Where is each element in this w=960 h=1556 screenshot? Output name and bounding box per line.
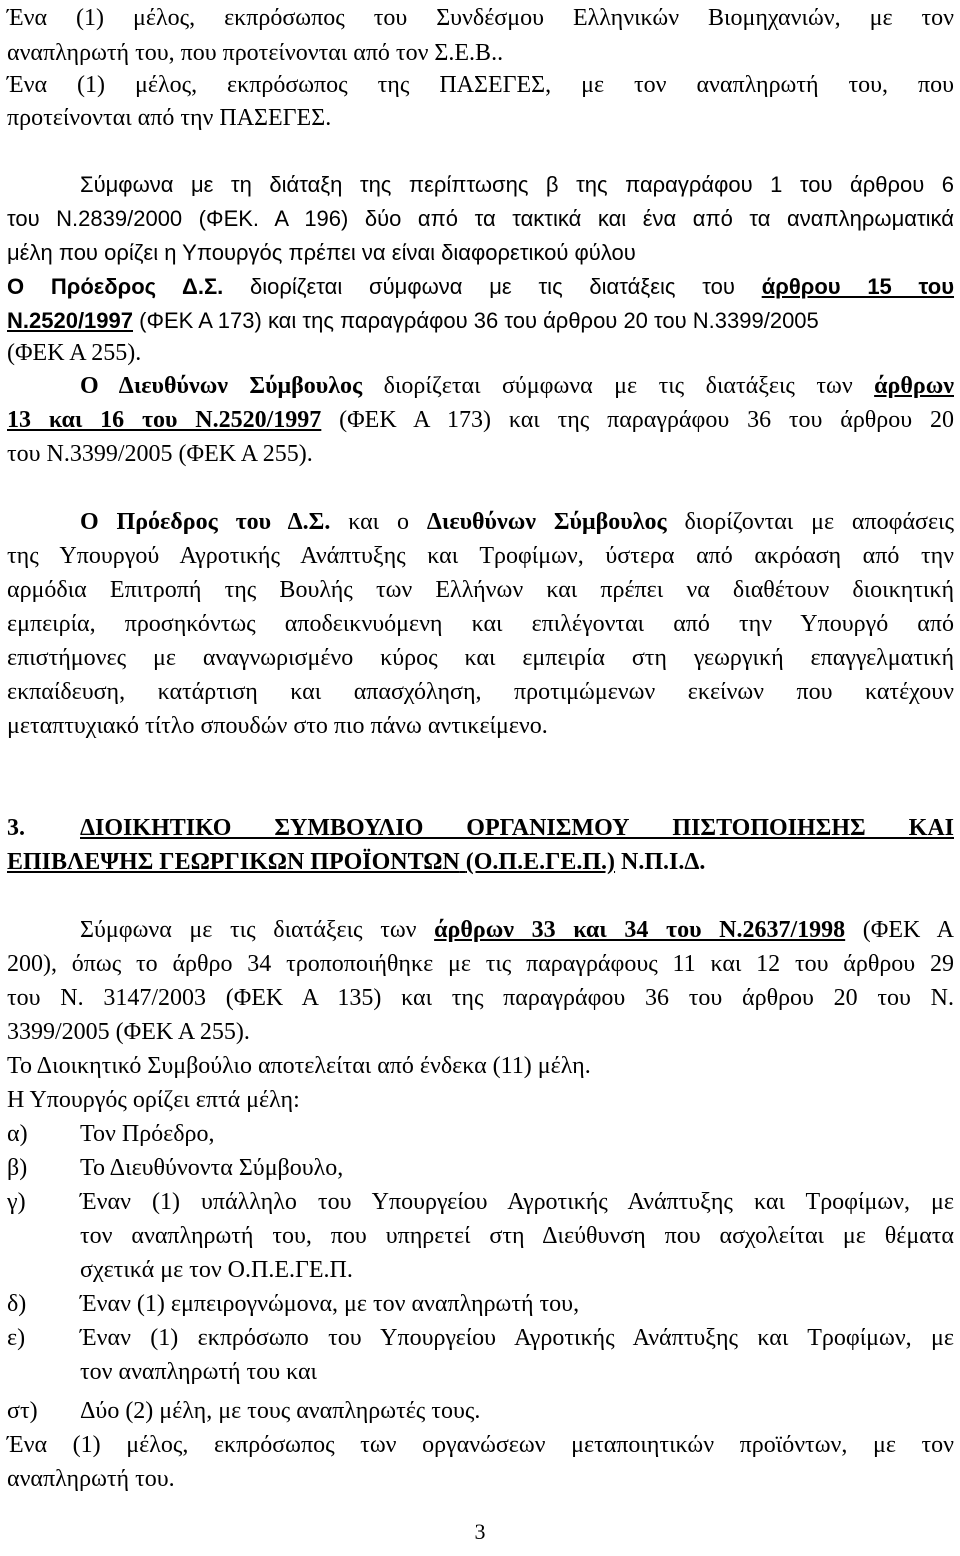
list-item-continuation: τον αναπληρωτή του και: [80, 1359, 317, 1385]
text-line: εμπειρία, προσηκόντως αποδεικνυόμενη και επιλέγονται από την Υπουργό από: [7, 611, 954, 637]
text-line: Ένα (1) μέλος, εκπρόσωπος της ΠΑΣΕΓΕΣ, με τον αναπληρωτή του, που: [7, 72, 954, 98]
text-line: [7, 405, 954, 435]
plain-text: διορίζεται σύμφωνα με τις διατάξεις του: [223, 274, 762, 299]
text-line: Το Διοικητικό Συμβούλιο αποτελείται από ένδεκα (11) μέλη.: [7, 1053, 591, 1079]
text-line: [80, 507, 954, 537]
plain-text: (ΦΕΚ Α 173) και της παραγράφου 36 του άρθρου 20: [321, 407, 954, 433]
list-item: Το Διευθύνοντα Σύμβουλο,: [80, 1155, 344, 1181]
list-item: Τον Πρόεδρο,: [80, 1121, 215, 1147]
plain-text: διορίζονται με αποφάσεις: [666, 509, 954, 535]
law-reference: άρθρων: [874, 373, 954, 399]
law-reference: άρθρου 15 του: [761, 274, 955, 299]
text-line: αρμόδια Επιτροπή της Βουλής των Ελλήνων και πρέπει να διαθέτουν διοικητική: [7, 577, 954, 603]
text-line: (ΦΕΚ Α 255).: [7, 340, 142, 366]
text-line: αναπληρωτή του, που προτείνονται από τον Σ.Ε.Β..: [7, 40, 504, 66]
list-item: Έναν (1) εκπρόσωπο του Υπουργείου Αγροτικής Ανάπτυξης και Τροφίμων, με: [80, 1325, 954, 1351]
text-line: [80, 915, 954, 945]
plain-text: διορίζεται σύμφωνα με τις διατάξεις των: [362, 373, 875, 399]
page-number: 3: [474, 1519, 486, 1544]
section-heading: ΔΙΟΙΚΗΤΙΚΟ ΣΥΜΒΟΥΛΙΟ ΟΡΓΑΝΙΣΜΟΥ ΠΙΣΤΟΠΟΙΗΣΗΣ ΚΑΙ: [80, 815, 954, 841]
text-line: εκπαίδευση, κατάρτιση και απασχόληση, προτιμώμενων εκείνων που κατέχουν: [7, 679, 954, 705]
text-line: Ένα (1) μέλος, εκπρόσωπος του Συνδέσμου Ελληνικών Βιομηχανιών, με τον: [7, 5, 954, 31]
bold-text: Διευθύνων Σύμβουλος: [426, 509, 667, 535]
text-line: 3399/2005 (ΦΕΚ Α 255).: [7, 1019, 250, 1045]
text-line: 200), όπως το άρθρο 34 τροποποιήθηκε με τις παραγράφους 11 και 12 του άρθρου 29: [7, 951, 954, 977]
bold-text: Ο Πρόεδρος Δ.Σ.: [7, 274, 224, 299]
text-line: Ένα (1) μέλος, εκπρόσωπος των οργανώσεων μεταποιητικών προϊόντων, με τον: [7, 1432, 954, 1458]
list-label: γ): [7, 1189, 26, 1215]
text-line: μέλη που ορίζει η Υπουργός πρέπει να είναι διαφορετικού φύλου: [7, 240, 636, 265]
text-line: Η Υπουργός ορίζει επτά μέλη:: [7, 1087, 300, 1113]
list-item-continuation: τον αναπληρωτή του, που υπηρετεί στη Διεύθυνση που ασχολείται με θέματα: [80, 1223, 954, 1249]
list-item: Δύο (2) μέλη, με τους αναπληρωτές τους.: [80, 1398, 481, 1424]
plain-text: και ο: [330, 509, 427, 535]
bold-text: Ο Πρόεδρος του Δ.Σ.: [80, 509, 331, 535]
list-label: δ): [7, 1291, 27, 1317]
text-line: επιστήμονες με αναγνωρισμένο κύρος και εμπειρία στη γεωργική επαγγελματική: [7, 645, 954, 671]
text-line: του Ν.2839/2000 (ΦΕΚ. Α 196) δύο από τα τακτικά και ένα από τα αναπληρωματικά: [7, 206, 954, 231]
text-line: [7, 272, 954, 302]
list-label: ε): [7, 1325, 26, 1351]
text-line: της Υπουργού Αγροτικής Ανάπτυξης και Τροφίμων, ύστερα από ακρόαση από την: [7, 543, 954, 569]
law-reference: άρθρων 33 και 34 του Ν.2637/1998: [434, 917, 846, 943]
list-item: Έναν (1) εμπειρογνώμονα, με τον αναπληρωτή του,: [80, 1291, 580, 1317]
section-number: 3.: [7, 815, 25, 841]
plain-text: Σύμφωνα με τις διατάξεις των: [80, 917, 435, 943]
bold-text: Ο Διευθύνων Σύμβουλος: [80, 373, 363, 399]
plain-text: (ΦΕΚ Α: [845, 917, 954, 943]
text-line: μεταπτυχιακό τίτλο σπουδών στο πιο πάνω αντικείμενο.: [7, 713, 548, 739]
text-line: προτείνονται από την ΠΑΣΕΓΕΣ.: [7, 105, 332, 131]
text-line: του Ν.3399/2005 (ΦΕΚ Α 255).: [7, 441, 313, 467]
text-line: Σύμφωνα με τη διάταξη της περίπτωσης β της παραγράφου 1 του άρθρου 6: [80, 172, 954, 197]
text-line: [80, 371, 954, 401]
list-label: στ): [7, 1398, 38, 1424]
text-line: του Ν. 3147/2003 (ΦΕΚ Α 135) και της παραγράφου 36 του άρθρου 20 του Ν.: [7, 985, 954, 1011]
list-label: α): [7, 1121, 28, 1147]
text-line: [7, 306, 954, 336]
law-reference: Ν.2520/1997: [7, 308, 133, 333]
law-reference: 13 και 16 του Ν.2520/1997: [7, 407, 322, 433]
heading-part: ΕΠΙΒΛΕΨΗΣ ΓΕΩΡΓΙΚΩΝ ΠΡΟΪΟΝΤΩΝ: [7, 849, 460, 875]
heading-part: (Ο.Π.Ε.ΓΕ.Π.): [465, 849, 616, 875]
plain-text: (ΦΕΚ Α 173) και της παραγράφου 36 του άρθρου 20 του Ν.3399/2005: [133, 308, 819, 333]
list-label: β): [7, 1155, 28, 1181]
list-item-continuation: σχετικά με τον Ο.Π.Ε.ΓΕ.Π.: [80, 1257, 353, 1283]
heading-part: Ν.Π.Ι.Δ.: [615, 849, 706, 875]
list-item: Έναν (1) υπάλληλο του Υπουργείου Αγροτικής Ανάπτυξης και Τροφίμων, με: [80, 1189, 954, 1215]
text-line: αναπληρωτή του.: [7, 1466, 175, 1492]
section-heading: [7, 847, 954, 877]
